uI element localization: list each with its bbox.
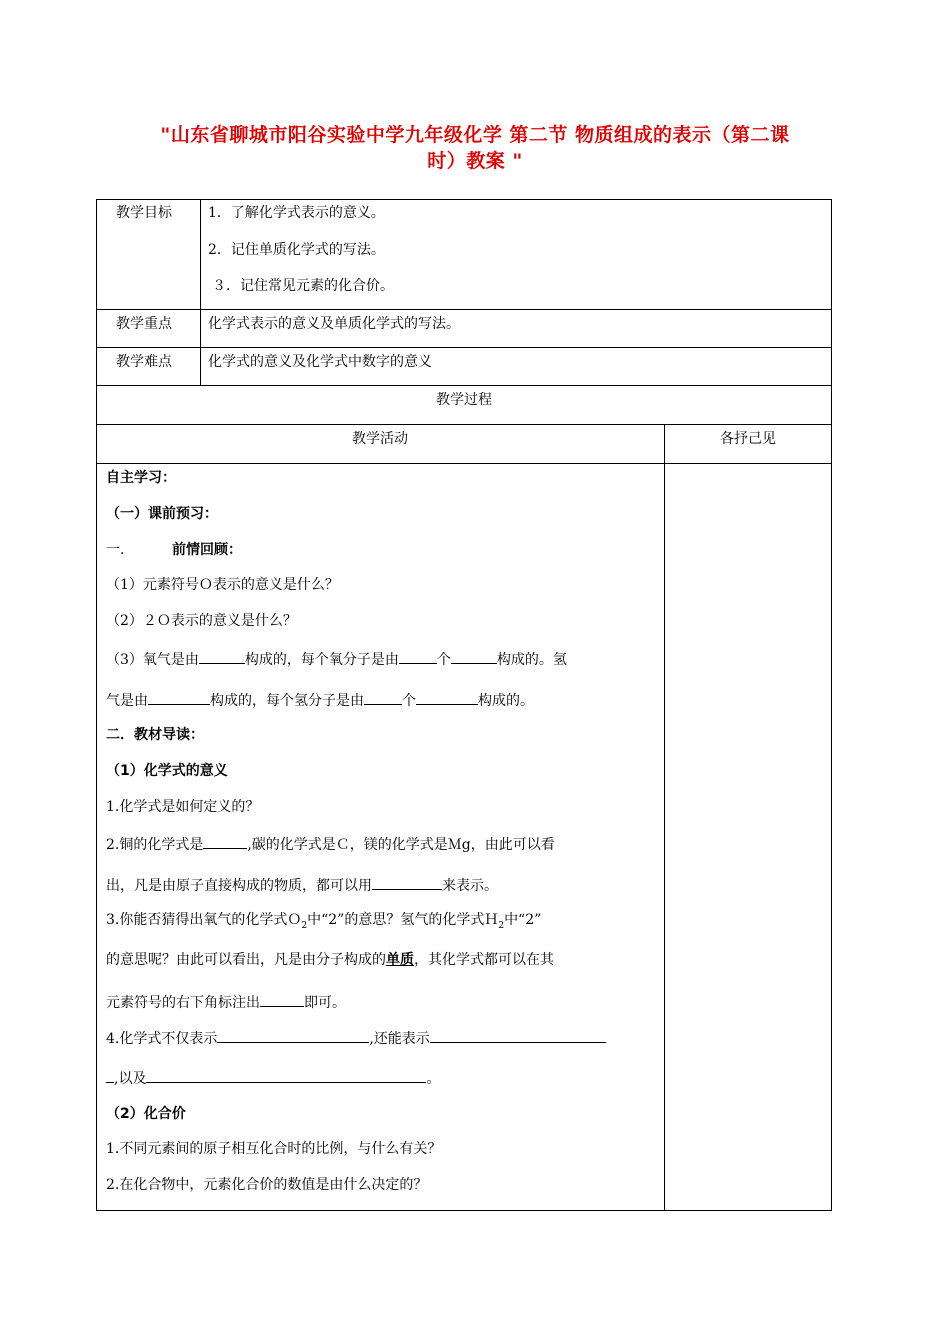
text-fragment: 构成的，每个氢分子是由 [210,693,364,709]
text-fragment: 构成的，每个氧分子是由 [244,652,399,668]
text-fragment: 出，凡是由原子直接构成的物质，都可以用 [106,878,372,894]
title-line-1: "山东省聊城市阳谷实验中学九年级化学 第二节 物质组成的表示（第二课 [160,124,790,146]
item-2-line-2 [106,875,498,895]
question-1: （1）元素符号Ｏ表示的意义是什么？ [106,577,339,593]
row-divider [96,424,832,425]
fill-blank[interactable] [399,649,437,664]
item-1: 1.化学式是如何定义的？ [106,799,260,815]
column-divider [664,424,665,1211]
text-fragment: 中“2”的意思？氢气的化学式Ｈ [307,912,499,928]
key-points-label: 教学重点 [116,316,172,332]
fill-blank[interactable] [199,649,245,664]
subscript: 2 [498,920,505,931]
question-3-line-2 [106,690,534,710]
text-fragment: 2.铜的化学式是 [106,837,204,853]
text-fragment: 3.你能否猜得出氧气的化学式Ｏ [106,912,302,928]
item-3-line-2 [106,951,554,969]
text-fragment: 4.化学式不仅表示 [106,1031,218,1047]
text-fragment: 中“2” [504,912,542,928]
text-fragment: 的意思呢？由此可以看出，凡是由分子构成的 [106,952,386,968]
preview-heading: （一）课前预习： [106,506,218,522]
subscript: 2 [301,920,308,931]
review-number: 一. [106,542,125,558]
activity-column-header: 教学活动 [352,431,408,447]
row-divider [96,463,832,464]
text-fragment: ,还能表示 [369,1031,430,1047]
text-fragment: ，其化学式都可以在其 [414,952,554,968]
fill-blank[interactable] [106,1068,114,1083]
text-fragment: 即可。 [304,995,346,1011]
question-3-line-1 [106,649,567,669]
text-fragment: 构成的。 [478,693,534,709]
row-divider [96,347,832,348]
objective-item: 2．记住单质化学式的写法。 [208,242,385,258]
fill-blank[interactable] [217,1028,369,1043]
emphasis-text: 单质 [386,952,414,968]
item-4-line-1 [106,1028,606,1048]
fill-blank[interactable] [148,690,210,705]
notes-column-header: 各抒己见 [720,431,776,447]
text-fragment: 个 [402,693,416,709]
document-title [100,122,850,174]
text-fragment: ,以及 [114,1071,147,1087]
fill-blank[interactable] [416,690,478,705]
fill-blank[interactable] [451,649,497,664]
objective-item: 1．了解化学式表示的意义。 [208,205,385,221]
fill-blank[interactable] [372,875,442,890]
objectives-label: 教学目标 [116,205,172,221]
fill-blank[interactable] [260,992,304,1007]
text-fragment: 构成的。氢 [496,652,567,668]
question-2: （2）２Ｏ表示的意义是什么？ [106,613,297,629]
difficulties-text: 化学式的意义及化学式中数字的意义 [208,354,432,370]
review-heading: 前情回顾： [172,542,242,558]
objective-item: ３．记住常见元素的化合价。 [212,278,394,294]
text-fragment: 。 [426,1071,441,1087]
row-divider [96,385,832,386]
key-points-text: 化学式表示的意义及单质化学式的写法。 [208,316,460,332]
item-4-line-2 [106,1068,440,1088]
difficulties-label: 教学难点 [116,354,172,370]
fill-blank[interactable] [203,834,247,849]
section-2-heading: （2）化合价 [106,1106,186,1122]
item-2-line-1 [106,834,555,854]
text-fragment: 个 [436,652,451,668]
row-divider [96,309,832,310]
valence-question-1: 1.不同元素间的原子相互化合时的比例，与什么有关？ [106,1141,442,1157]
fill-blank[interactable] [430,1028,606,1043]
fill-blank[interactable] [364,690,402,705]
title-line-2: 时）教案 " [427,150,523,172]
textbook-guide-heading: 二．教材导读： [106,727,204,743]
self-study-heading: 自主学习： [106,470,176,486]
item-3-line-3 [106,992,346,1012]
item-3-line-1 [106,911,541,935]
process-header: 教学过程 [436,392,492,408]
valence-question-2: 2.在化合物中，元素化合价的数值是由什么决定的？ [106,1177,428,1193]
column-divider [200,199,201,385]
text-fragment: 元素符号的右下角标注出 [106,995,260,1011]
section-1-heading: （1）化学式的意义 [106,763,228,779]
text-fragment: 气是由 [106,693,148,709]
text-fragment: ,碳的化学式是Ｃ，镁的化学式是Ｍg，由此可以看 [247,837,555,853]
text-fragment: 来表示。 [442,878,498,894]
text-fragment: （3）氧气是由 [106,652,199,668]
fill-blank[interactable] [146,1068,426,1083]
